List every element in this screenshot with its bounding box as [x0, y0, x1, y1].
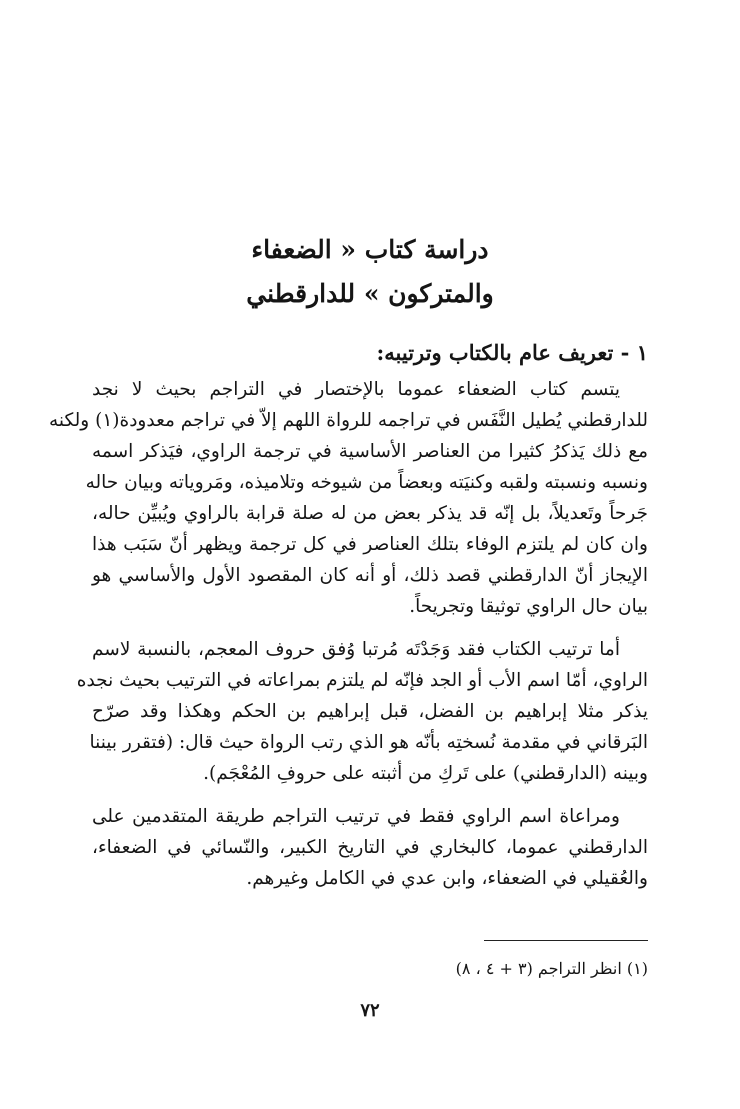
text-line: ومراعاة اسم الراوي فقط في ترتيب التراجم طريقة المتقدمين على: [92, 806, 620, 827]
text-line: وبينه (الدارقطني) على تَركِ من أثبته على حروفِ المُعْجَم).: [203, 763, 648, 784]
text-line: الدارقطني عموما، كالبخاري في التاريخ الكبير، والنّسائي في الضعفاء،: [92, 837, 648, 858]
text-line: ونسبه ونسبته ولقبه وكنيَته وبعضاً من شيوخه وتلاميذه، ومَروياته وبيان حاله: [85, 472, 648, 493]
footnote: (١) انظر التراجم (٣ + ٤ ، ٨): [455, 959, 648, 978]
text-line: والعُقيلي في الضعفاء، وابن عدي في الكامل وغيرهم.: [246, 868, 648, 889]
title-line-1: دراسة كتاب « الضعفاء: [251, 235, 489, 264]
paragraph-3: [92, 801, 648, 894]
text-line: أما ترتيب الكتاب فقد وَجَدْتَه مُرتبا وُفق حروف المعجم، بالنسبة لاسم: [92, 639, 620, 660]
text-line: يتسم كتاب الضعفاء عموما بالإختصار في التراجم بحيث لا نجد: [92, 379, 620, 400]
section-heading: ١ - تعريف عام بالكتاب وترتيبه:: [376, 340, 648, 365]
text-line: جَرحاً وتَعديلاً، بل إنّه قد يذكر بعض من له صلة قرابة بالراوي ويُبيِّن حاله،: [92, 503, 648, 524]
text-line: يذكر مثلا إبراهيم بن الفضل، قبل إبراهيم بن الحكم وهكذا وقد صرّح: [92, 701, 648, 722]
text-line: الإيجاز أنّ الدارقطني قصد ذلك، أو أنه كان المقصود الأول والأساسي هو: [92, 565, 648, 586]
title-line-2: والمتركون » للدارقطني: [246, 279, 494, 308]
text-line: مع ذلك يَذكرُ كثيرا من العناصر الأساسية في ترجمة الراوي، فيَذكر اسمه: [92, 441, 648, 462]
body-text: [48, 374, 648, 906]
page-number: ٧٢: [360, 1000, 380, 1021]
text-line: البَرقاني في مقدمة نُسختِه بأنّه هو الذي رتب الرواة حيث قال: (فتقرر بيننا: [89, 732, 648, 753]
footnote-divider: [484, 940, 648, 941]
text-line: للدارقطني يُطيل النَّفَس في تراجمه للرواة اللهم إلاّ في تراجم معدودة(١) ولكنه: [48, 410, 648, 431]
paragraph-1: [48, 374, 648, 622]
text-line: وان كان لم يلتزم الوفاء بتلك العناصر في كل ترجمة ويظهر أنّ سَبَب هذا: [92, 534, 648, 555]
paragraph-2: [76, 634, 648, 789]
text-line: الراوي، أمّا اسم الأب أو الجد فإنّه لم يلتزم بمراعاته في الترتيب بحيث نجده: [76, 670, 648, 691]
text-line: بيان حال الراوي توثيقا وتجريحاً.: [409, 596, 648, 617]
page-title: [120, 228, 620, 316]
